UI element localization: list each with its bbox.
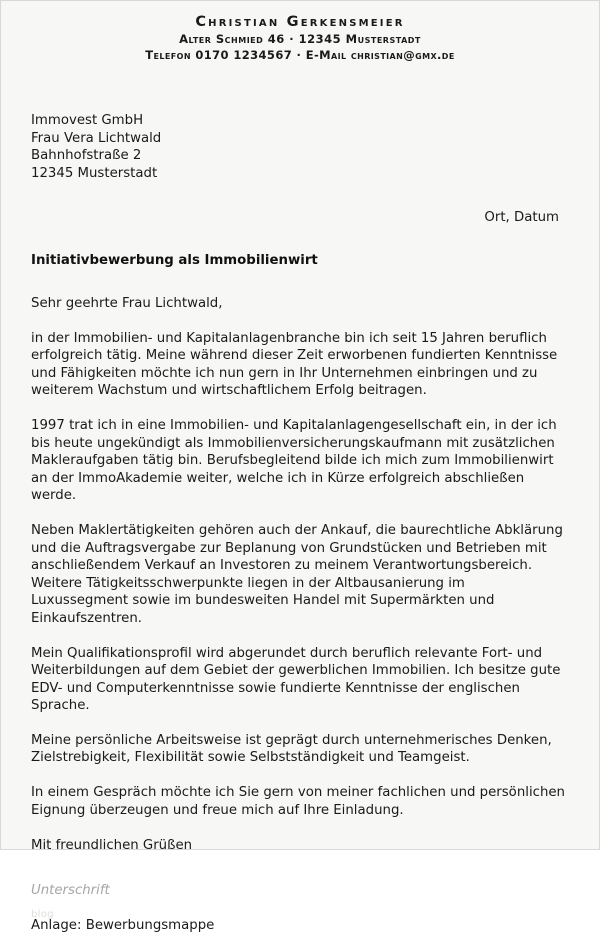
enclosure-line: Anlage: Bewerbungsmappe xyxy=(31,917,215,933)
date-line: Ort, Datum xyxy=(484,210,559,225)
sender-name: Christian Gerkensmeier xyxy=(195,14,405,30)
letter-body xyxy=(31,295,565,855)
recipient-city: 12345 Musterstadt xyxy=(31,165,158,181)
body-paragraph: Neben Maklertätigkeiten gehören auch der Ankauf, die baurechtliche Abklärung und die Auftragsvergabe zur Beplanung von Grundstücken und Betrieben mit anschließendem Verkauf an Investoren zu meinem Verantwortungsbereich. Weitere Tätigkeitsschwerpunkte liegen in der Altbausanierung im Luxussegment sowie im bundesweiten Handel mit Supermärkten und Einkaufszentren. xyxy=(31,522,563,626)
body-paragraph: Mein Qualifikationsprofil wird abgerundet durch beruflich relevante Fort- und Weiterbildungen auf dem Gebiet der gewerblichen Immobilien. Ich besitze gute EDV- und Computerkenntnisse sowie fundierte Kenntnisse der englischen Sprache. xyxy=(31,645,561,714)
closing-line: Mit freundlichen Grüßen xyxy=(31,838,193,854)
body-paragraph: Meine persönliche Arbeitsweise ist geprägt durch unternehmerisches Denken, Zielstrebigkeit, Flexibilität sowie Selbstständigkeit und Teamgeist. xyxy=(31,732,552,766)
letter-sheet xyxy=(1,1,599,933)
body-paragraph: In einem Gespräch möchte ich Sie gern von meiner fachlichen und persönlichen Eignung überzeugen und freue mich auf Ihre Einladung. xyxy=(31,785,565,818)
subject-line: Initiativbewerbung als Immobilienwirt xyxy=(31,253,318,268)
recipient-street: Bahnhofstraße 2 xyxy=(31,148,142,163)
recipient-person: Frau Vera Lichtwald xyxy=(31,130,162,146)
salutation: Sehr geehrte Frau Lichtwald, xyxy=(31,296,223,311)
letterhead xyxy=(31,1,569,63)
blog-watermark: blog xyxy=(31,908,54,920)
sender-contact: Telefon 0170 1234567 · E-Mail christian@gmx.de xyxy=(145,48,455,62)
signature-area xyxy=(31,882,569,934)
recipient-company: Immovest GmbH xyxy=(31,113,144,128)
body-paragraph: in der Immobilien- und Kapitalanlagenbranche bin ich seit 15 Jahren beruflich erfolgreich tätig. Meine während dieser Zeit erworbenen fundierten Kenntnisse und Fähigkeiten möchte ich nun gern in Ihr Unternehmen einbringen und zu weiterem Wachstum und wirtschaftlichem Erfolg beitragen. xyxy=(31,330,558,399)
body-paragraph: 1997 trat ich in eine Immobilien- und Kapitalanlagengesellschaft ein, in der ich bis heute ungekündigt als Immobilienversicherungskaufmann mit zusätzlichen Makleraufgaben tätig bin. Berufsbegleitend bilde ich mich zum Immobilienwirt an der ImmoAkademie weiter, welche ich in Kürze erfolgreich abschließen werde. xyxy=(31,417,557,504)
sender-address: Alter Schmied 46 · 12345 Musterstadt xyxy=(179,32,421,46)
signature-placeholder: Unterschrift xyxy=(31,882,110,898)
recipient-block xyxy=(31,112,569,182)
